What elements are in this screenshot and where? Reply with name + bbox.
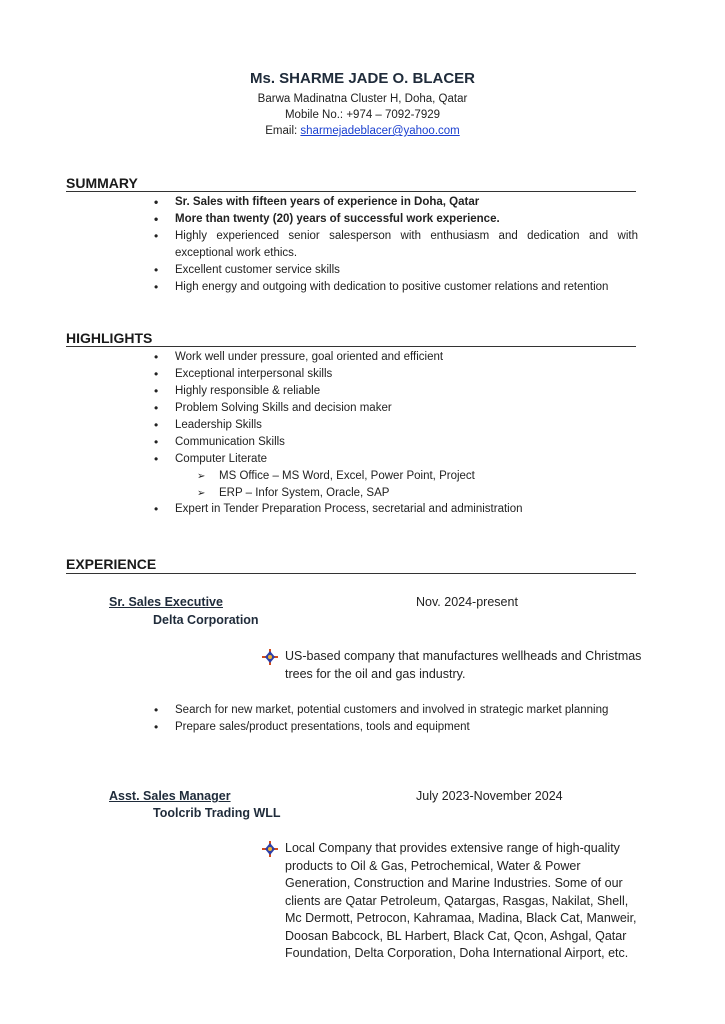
candidate-name: Ms. SHARME JADE O. BLACER — [249, 70, 476, 87]
list-item: • Sr. Sales with fifteen years of experience in Doha, Qatar — [152, 194, 638, 211]
list-item: • More than twenty (20) years of successful work experience. — [152, 211, 638, 228]
pushpin-icon — [262, 649, 278, 665]
list-item: • High energy and outgoing with dedication to positive customer relations and retention — [152, 279, 638, 296]
job-duties-list — [152, 702, 638, 736]
list-item: • Problem Solving Skills and decision maker — [152, 400, 638, 417]
mobile-line: Mobile No.: +974 – 7092-7929 — [284, 109, 441, 121]
list-item: • Highly experienced senior salesperson with enthusiasm and dedication and with exceptional work ethics. — [152, 228, 638, 262]
highlights-heading: HIGHLIGHTS — [66, 330, 153, 346]
list-item: ➢ ERP – Infor System, Oracle, SAP — [152, 485, 638, 502]
highlights-list-end — [152, 501, 638, 518]
list-item: • Communication Skills — [152, 434, 638, 451]
list-item: • Leadership Skills — [152, 417, 638, 434]
job-date: Nov. 2024-present — [416, 595, 518, 609]
experience-heading: EXPERIENCE — [66, 556, 157, 572]
email-link[interactable]: sharmejadeblacer@yahoo.com — [300, 125, 460, 137]
list-item: • Work well under pressure, goal oriented and efficient — [152, 349, 638, 366]
address-line: Barwa Madinatna Cluster H, Doha, Qatar — [257, 93, 468, 105]
job-title: Sr. Sales Executive — [109, 595, 223, 609]
job-title: Asst. Sales Manager — [109, 789, 231, 803]
description-text: Local Company that provides extensive range of high-quality products to Oil & Gas, Petrochemical, Water & Power Generation, Construction and Marine Industries. Some of our clients are Qatar Petroleum, Qatargas, Rasgas, Nakilat, Shell, Mc Dermott, Petrocon, Kahramaa, Madina, Black Cat, Manweir, Doosan Babcock, BL Harbert, Black Cat, Qcon, Ashgal, Qatar Foundation, Delta Corporation, Doha International Airport, etc. — [285, 841, 637, 960]
highlights-divider — [66, 346, 636, 347]
company-description — [262, 840, 642, 963]
pushpin-icon — [262, 841, 278, 857]
experience-divider — [66, 573, 636, 574]
list-item: • Prepare sales/product presentations, tools and equipment — [152, 719, 638, 736]
list-item: • Search for new market, potential customers and involved in strategic market planning — [152, 702, 638, 719]
company-description — [262, 648, 642, 683]
summary-divider — [66, 191, 636, 192]
list-item: • Computer Literate — [152, 451, 638, 468]
company-name: Delta Corporation — [153, 613, 259, 627]
email-line — [0, 125, 725, 137]
computer-skills-list — [152, 468, 638, 502]
job-date: July 2023-November 2024 — [416, 789, 563, 803]
summary-heading: SUMMARY — [66, 175, 138, 191]
highlights-list — [152, 349, 638, 468]
email-label: Email: — [265, 125, 301, 137]
list-item: • Expert in Tender Preparation Process, secretarial and administration — [152, 501, 638, 518]
list-item: ➢ MS Office – MS Word, Excel, Power Point, Project — [152, 468, 638, 485]
list-item: • Exceptional interpersonal skills — [152, 366, 638, 383]
list-item: • Highly responsible & reliable — [152, 383, 638, 400]
description-text: US-based company that manufactures wellheads and Christmas trees for the oil and gas industry. — [285, 649, 642, 681]
company-name: Toolcrib Trading WLL — [153, 806, 281, 820]
summary-list — [152, 194, 638, 296]
list-item: • Excellent customer service skills — [152, 262, 638, 279]
